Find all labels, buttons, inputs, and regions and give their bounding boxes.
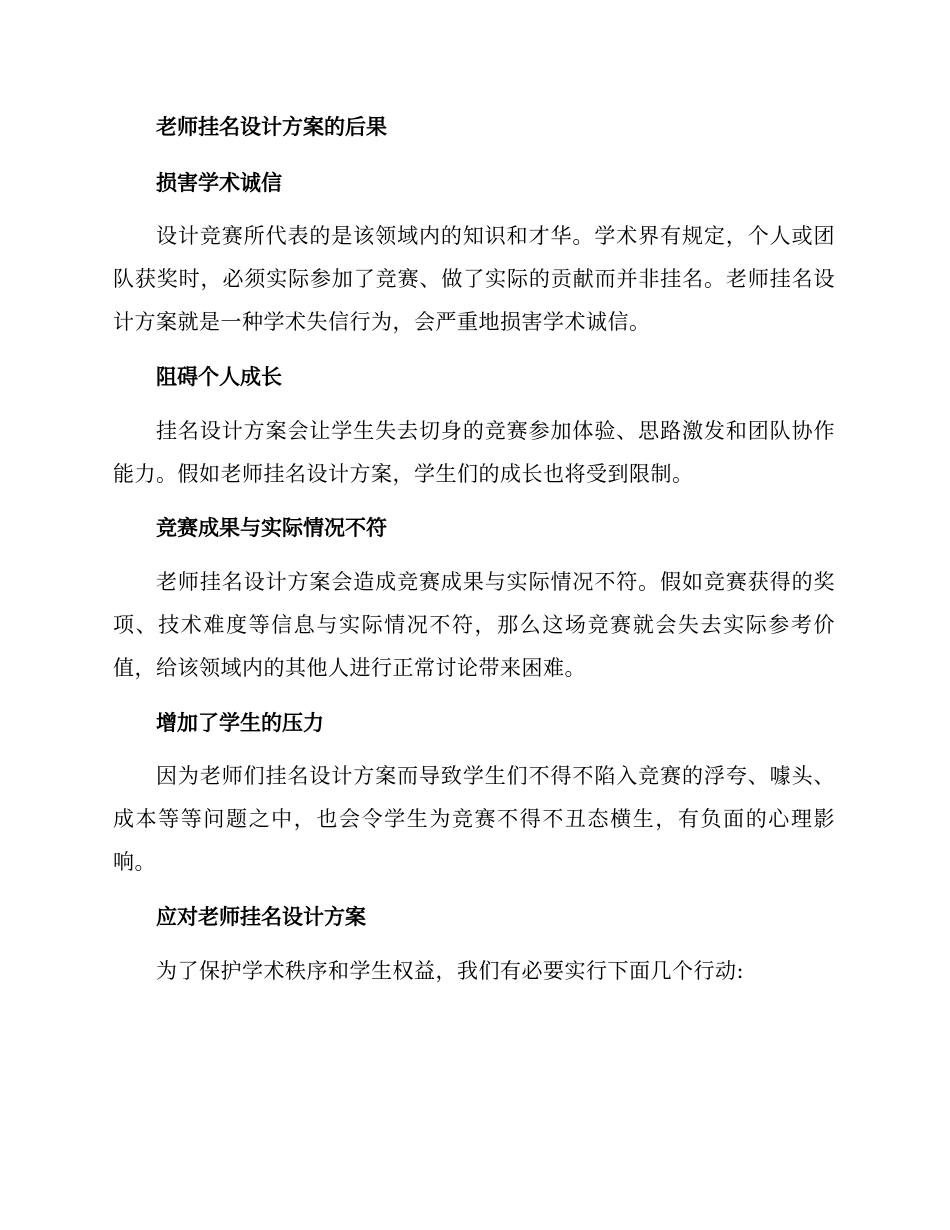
section-body-integrity: 设计竞赛所代表的是该领域内的知识和才华。学术界有规定，个人或团队获奖时，必须实际参加了竞赛、做了实际的贡献而并非挂名。老师挂名设计方案就是一种学术失信行为，会严重地损害学术诚信。	[113, 224, 835, 334]
section-body-growth: 挂名设计方案会让学生失去切身的竞赛参加体验、思路激发和团队协作能力。假如老师挂名设计方案，学生们的成长也将受到限制。	[113, 419, 835, 486]
section-heading-response: 应对老师挂名设计方案	[156, 905, 366, 929]
section-body-response: 为了保护学术秩序和学生权益，我们有必要实行下面几个行动:	[156, 959, 745, 983]
section-heading-growth: 阻碍个人成长	[156, 365, 282, 389]
section-heading-mismatch: 竞赛成果与实际情况不符	[156, 516, 387, 540]
section-body-mismatch: 老师挂名设计方案会造成竞赛成果与实际情况不符。假如竞赛获得的奖项、技术难度等信息与实际情况不符，那么这场竞赛就会失去实际参考价值，给该领域内的其他人进行正常讨论带来困难。	[113, 570, 835, 680]
section-body-pressure: 因为老师们挂名设计方案而导致学生们不得不陷入竞赛的浮夸、噱头、成本等等问题之中，也会令学生为竞赛不得不丑态横生，有负面的心理影响。	[113, 764, 835, 874]
section-heading-pressure: 增加了学生的压力	[156, 711, 324, 735]
document-title: 老师挂名设计方案的后果	[156, 115, 387, 139]
section-heading-integrity: 损害学术诚信	[156, 171, 282, 195]
